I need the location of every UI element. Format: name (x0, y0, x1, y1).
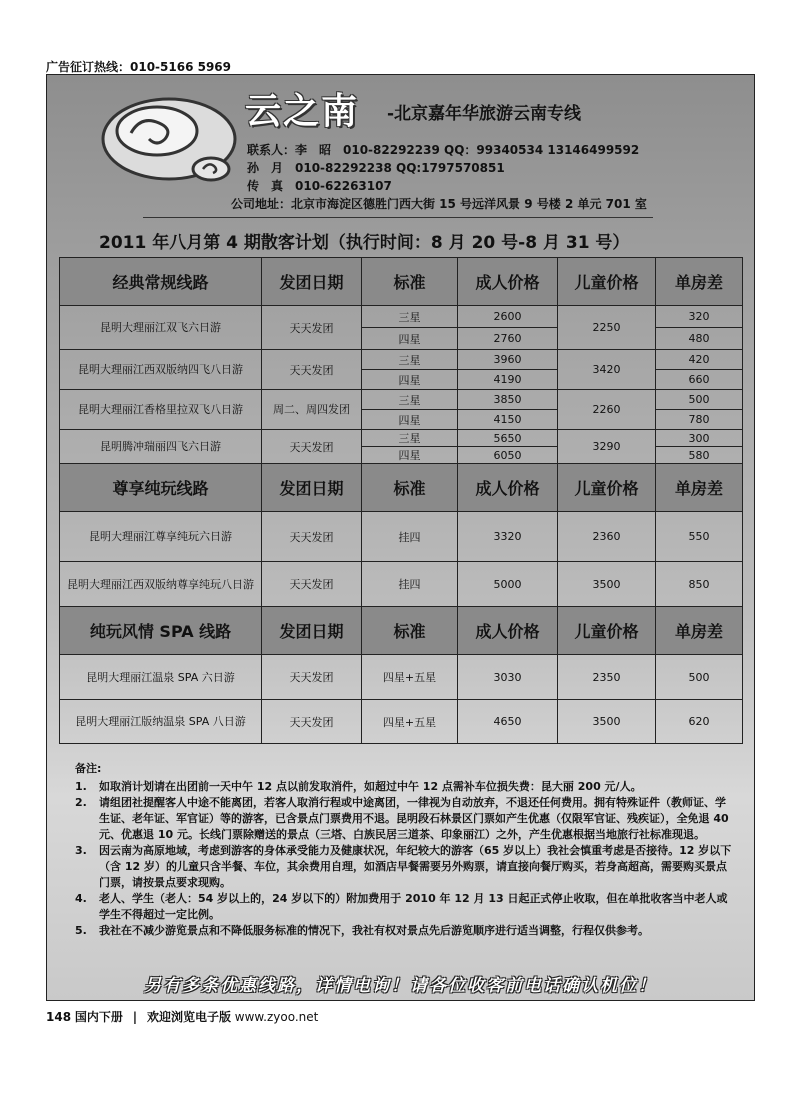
departure-date: 天天发团 (262, 512, 362, 562)
footer-divider: | (132, 1010, 138, 1024)
column-header: 标准 (362, 464, 458, 512)
route-name: 昆明腾冲瑞丽四飞六日游 (60, 430, 262, 464)
hotel-standard: 四星 (362, 447, 458, 464)
column-header: 成人价格 (458, 607, 558, 655)
footer-section: 国内下册 (74, 1010, 123, 1024)
website-link[interactable]: www.zyoo.net (234, 1010, 319, 1024)
adult-price: 3320 (458, 512, 558, 562)
note-number: 3. (75, 844, 87, 857)
hotel-standard: 三星 (362, 390, 458, 410)
note-text: 老人、学生（老人：54 岁以上的，24 岁以下的）附加费用于 2010 年 12 月 13 日起正式停止收取，但在单批收客当中老人或学生不得超过一定比例。 (99, 892, 728, 921)
divider (143, 217, 653, 218)
adult-price: 2600 (458, 306, 558, 328)
note-number: 1. (75, 780, 87, 793)
table-row (60, 390, 743, 410)
hotel-standard: 挂四 (362, 562, 458, 607)
column-header: 标准 (362, 607, 458, 655)
departure-date: 天天发团 (262, 306, 362, 350)
page-footer (46, 1008, 318, 1025)
note-text: 请组团社提醒客人中途不能离团，若客人取消行程或中途离团，一律视为自动放弃，不退还任何费用。拥有特殊证件（教师证、学生证、老年证、军官证）等的游客，已含景点门票费用不退。昆明段石林景区门票如产生优惠（仅限军官证、残疾证），全免退 40 元、优惠退 10 元。长线门票除赠送的景点（三塔、白族民居三道茶、印象丽江）之外，产生优惠根据当地旅行社标准现退。 (99, 796, 729, 841)
table-row (60, 306, 743, 328)
route-name: 昆明大理丽江温泉 SPA 六日游 (60, 655, 262, 700)
note-text: 因云南为高原地域，考虑到游客的身体承受能力及健康状况，年纪较大的游客（65 岁以上）我社会慎重考虑是否接待。12 岁以下（含 12 岁）的儿童只含半餐、车位，其余费用自理，如酒店早餐需要另外购票，请直接向餐厅购买，若身高超高，需要购买景点门票，请按景点要求现购。 (99, 844, 732, 889)
section-title: 尊享纯玩线路 (60, 464, 262, 512)
note-item (75, 779, 735, 795)
table-row (60, 350, 743, 370)
hotel-standard: 三星 (362, 306, 458, 328)
note-number: 5. (75, 924, 87, 937)
note-number: 2. (75, 796, 87, 809)
route-name: 昆明大理丽江西双版纳四飞八日游 (60, 350, 262, 390)
child-price: 3420 (558, 350, 656, 390)
adult-price: 3030 (458, 655, 558, 700)
hotel-standard: 四星 (362, 328, 458, 350)
hotel-standard: 三星 (362, 350, 458, 370)
route-name: 昆明大理丽江西双版纳尊享纯玩八日游 (60, 562, 262, 607)
contact-line: 传 真 010-62263107 (247, 179, 392, 193)
table-row (60, 512, 743, 562)
adult-price: 6050 (458, 447, 558, 464)
route-name: 昆明大理丽江版纳温泉 SPA 八日游 (60, 700, 262, 744)
note-item (75, 891, 735, 923)
column-header: 儿童价格 (558, 464, 656, 512)
notes-block (75, 761, 735, 939)
section-header-row (60, 464, 743, 512)
column-header: 发团日期 (262, 258, 362, 306)
ad-panel (46, 74, 755, 1001)
adult-price: 2760 (458, 328, 558, 350)
hotel-standard: 三星 (362, 430, 458, 447)
departure-date: 天天发团 (262, 430, 362, 464)
single-supplement: 480 (656, 328, 743, 350)
adult-price: 3960 (458, 350, 558, 370)
ad-hotline: 广告征订热线：010-5166 5969 (46, 60, 232, 74)
hotel-standard: 四星 (362, 410, 458, 430)
table-row (60, 655, 743, 700)
child-price: 2360 (558, 512, 656, 562)
note-number: 4. (75, 892, 87, 905)
column-header: 单房差 (656, 258, 743, 306)
child-price: 2260 (558, 390, 656, 430)
promo-slogan: 另有多条优惠线路，详情电询！请各位收客前电话确认机位！ (144, 976, 657, 996)
table-row (60, 562, 743, 607)
route-name: 昆明大理丽江香格里拉双飞八日游 (60, 390, 262, 430)
single-supplement: 620 (656, 700, 743, 744)
single-supplement: 500 (656, 655, 743, 700)
single-supplement: 420 (656, 350, 743, 370)
child-price: 2350 (558, 655, 656, 700)
column-header: 儿童价格 (558, 607, 656, 655)
child-price: 2250 (558, 306, 656, 350)
hotel-standard: 四星 (362, 370, 458, 390)
adult-price: 5650 (458, 430, 558, 447)
departure-date: 天天发团 (262, 655, 362, 700)
hotel-standard: 四星+五星 (362, 700, 458, 744)
price-table (59, 257, 743, 744)
section-title: 经典常规线路 (60, 258, 262, 306)
brand-subtitle: -北京嘉年华旅游云南专线 (387, 104, 582, 124)
contact-block (247, 141, 639, 195)
single-supplement: 850 (656, 562, 743, 607)
departure-date: 天天发团 (262, 700, 362, 744)
company-address: 公司地址：北京市海淀区德胜门西大街 15 号远洋风景 9 号楼 2 单元 701 室 (231, 197, 647, 211)
column-header: 发团日期 (262, 464, 362, 512)
column-header: 单房差 (656, 464, 743, 512)
single-supplement: 780 (656, 410, 743, 430)
table-row (60, 700, 743, 744)
departure-date: 天天发团 (262, 562, 362, 607)
route-name: 昆明大理丽江双飞六日游 (60, 306, 262, 350)
column-header: 单房差 (656, 607, 743, 655)
note-item (75, 795, 735, 843)
column-header: 标准 (362, 258, 458, 306)
adult-price: 4650 (458, 700, 558, 744)
child-price: 3500 (558, 562, 656, 607)
note-text: 我社在不减少游览景点和不降低服务标准的情况下，我社有权对景点先后游览顺序进行适当调整，行程仅供参考。 (99, 924, 649, 937)
single-supplement: 660 (656, 370, 743, 390)
notes-title: 备注: (75, 762, 102, 775)
note-item (75, 923, 735, 939)
page-number: 148 (46, 1010, 72, 1024)
column-header: 儿童价格 (558, 258, 656, 306)
section-header-row (60, 607, 743, 655)
adult-price: 4190 (458, 370, 558, 390)
table-row (60, 430, 743, 447)
section-header-row (60, 258, 743, 306)
hotel-standard: 挂四 (362, 512, 458, 562)
schedule-title: 2011 年八月第 4 期散客计划（执行时间：8 月 20 号-8 月 31 号） (99, 233, 630, 253)
child-price: 3500 (558, 700, 656, 744)
contact-line: 孙 月 010-82292238 QQ:1797570851 (247, 161, 505, 175)
column-header: 成人价格 (458, 464, 558, 512)
column-header: 发团日期 (262, 607, 362, 655)
auspicious-cloud-logo-icon (99, 89, 239, 184)
single-supplement: 300 (656, 430, 743, 447)
route-name: 昆明大理丽江尊享纯玩六日游 (60, 512, 262, 562)
adult-price: 3850 (458, 390, 558, 410)
single-supplement: 500 (656, 390, 743, 410)
contact-line: 联系人：李 昭 010-82292239 QQ：99340534 13146499592 (247, 143, 640, 157)
adult-price: 4150 (458, 410, 558, 430)
single-supplement: 580 (656, 447, 743, 464)
single-supplement: 320 (656, 306, 743, 328)
note-item (75, 843, 735, 891)
departure-date: 周二、周四发团 (262, 390, 362, 430)
column-header: 成人价格 (458, 258, 558, 306)
adult-price: 5000 (458, 562, 558, 607)
child-price: 3290 (558, 430, 656, 464)
single-supplement: 550 (656, 512, 743, 562)
hotel-standard: 四星+五星 (362, 655, 458, 700)
brand-logo-text: 云之南 (245, 90, 360, 132)
section-title: 纯玩风情 SPA 线路 (60, 607, 262, 655)
note-text: 如取消计划请在出团前一天中午 12 点以前发取消件，如超过中午 12 点需补车位损失费：昆大丽 200 元/人。 (99, 780, 642, 793)
departure-date: 天天发团 (262, 350, 362, 390)
footer-text: 欢迎浏览电子版 (146, 1010, 231, 1024)
